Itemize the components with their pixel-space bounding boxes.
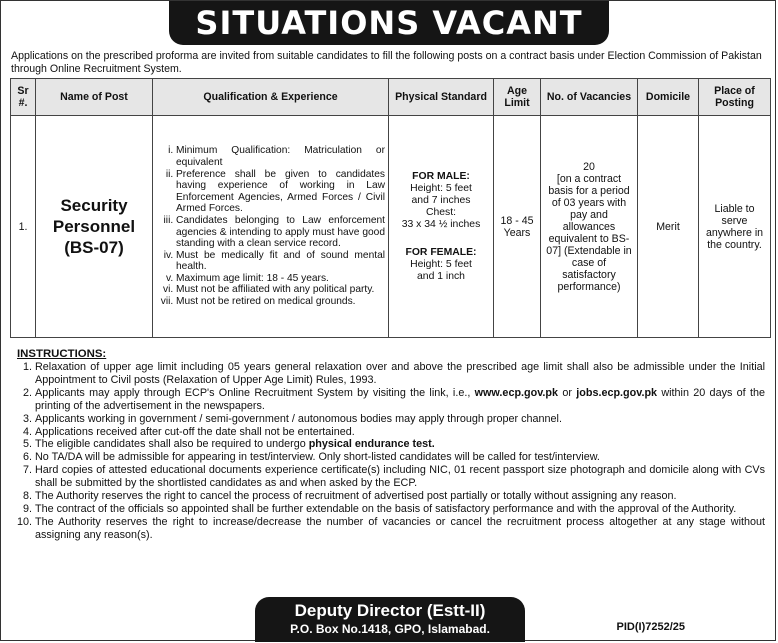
instruction-text: within 20 days of the printing of the advertisement in the newspapers. xyxy=(35,386,765,412)
header-qualification: Qualification & Experience xyxy=(153,79,389,116)
table-header-row xyxy=(11,79,771,116)
list-item: 1. Relaxation of upper age limit including 05 years general relaxation over and above the prescribed age limit shall also be admissible under the Initial Appointment to Civil posts (Relaxation of Upper Age Limit) Rules, 1993. xyxy=(35,361,765,387)
header-domicile: Domicile xyxy=(638,79,699,116)
header-sr: Sr #. xyxy=(11,79,36,116)
list-item xyxy=(35,438,765,451)
posts-table xyxy=(10,78,771,338)
list-item: vii. Must not be retired on medical grounds. xyxy=(176,296,385,308)
post-name-line3: (BS-07) xyxy=(64,238,124,257)
list-item: iii. Candidates belonging to Law enforcement agencies & intending to apply must have good standing with a clean service record. xyxy=(176,215,385,250)
cell-domicile: Merit xyxy=(638,116,699,338)
vacancies-count: 20 xyxy=(583,160,595,173)
instructions-list xyxy=(17,361,765,542)
female-label: FOR FEMALE: xyxy=(405,246,477,258)
instruction-text: or xyxy=(558,386,577,399)
instructions-title: INSTRUCTIONS: xyxy=(17,348,107,360)
cell-place: Liable to serve anywhere in the country. xyxy=(699,116,771,338)
qualification-list xyxy=(156,145,385,307)
jobs-link[interactable]: jobs.ecp.gov.pk xyxy=(576,386,658,399)
cell-age: 18 - 45 Years xyxy=(494,116,541,338)
page-title: SITUATIONS VACANT xyxy=(195,4,583,42)
list-item: 6. No TA/DA will be admissible for appearing in test/interview. Only short-listed candidates will be called for test/interview. xyxy=(35,451,765,464)
post-name-line1: Security xyxy=(60,196,128,215)
instruction-text: Applicants may apply through ECP's Online Recruitment System by visiting the link, i.e., xyxy=(35,386,475,399)
intro-text: Applications on the prescribed proforma are invited from suitable candidates to fill the following posts on a contract basis under Election Commission of Pakistan through Online Recruitment System. xyxy=(11,50,762,75)
list-item: 3. Applicants working in government / semi-government / autonomous bodies may apply through proper channel. xyxy=(35,413,765,426)
list-item: 10. The Authority reserves the right to increase/decrease the number of vacancies or cancel the recruitment process altogether at any stage without assigning any reason(s). xyxy=(35,516,765,542)
list-item: iv. Must be medically fit and of sound mental health. xyxy=(176,250,385,273)
header-post: Name of Post xyxy=(36,79,153,116)
list-item: 8. The Authority reserves the right to cancel the process of recruitment of advertised post partially or totally without assigning any reason. xyxy=(35,490,765,503)
list-item: i. Minimum Qualification: Matriculation or equivalent xyxy=(176,145,385,168)
cell-post xyxy=(36,116,153,338)
list-item: ii. Preference shall be given to candidates having experience of working in Law Enforcement Agencies, Armed Forces / Civil Armed Forces. xyxy=(176,169,385,215)
cell-sr: 1. xyxy=(11,116,36,338)
cell-qualification xyxy=(153,116,389,338)
footer-banner xyxy=(255,597,525,642)
list-item: v. Maximum age limit: 18 - 45 years. xyxy=(176,273,385,285)
cell-physical xyxy=(389,116,494,338)
header-place: Place of Posting xyxy=(699,79,771,116)
ecp-link[interactable]: www.ecp.gov.pk xyxy=(474,386,559,399)
instruction-text: The eligible candidates shall also be required to undergo xyxy=(35,438,309,451)
male-label: FOR MALE: xyxy=(412,170,470,182)
female-height: Height: 5 feet and 1 inch xyxy=(410,258,472,282)
post-name-line2: Personnel xyxy=(52,217,136,236)
signatory-title: Deputy Director (Estt-II) xyxy=(294,601,486,620)
chest-value: 33 x 34 ½ inches xyxy=(401,218,481,230)
list-item xyxy=(35,387,765,413)
list-item: 7. Hard copies of attested educational documents experience certificate(s) including NIC, 01 recent passport size photograph and domicile along with CVs shall be submitted by the shortlisted candidates as and when asked by the ECP. xyxy=(35,464,765,490)
cell-vacancies xyxy=(541,116,638,338)
header-age: Age Limit xyxy=(494,79,541,116)
title-banner xyxy=(169,1,609,45)
list-item: vi. Must not be affiliated with any political party. xyxy=(176,284,385,296)
signatory-address: P.O. Box No.1418, GPO, Islamabad. xyxy=(290,622,490,636)
male-height: Height: 5 feet and 7 inches xyxy=(410,182,472,206)
vacancies-note: [on a contract basis for a period of 03 years with pay and allowances equivalent to BS-07] (Extendable in case of satisfactory performance) xyxy=(546,172,632,293)
table-row xyxy=(11,116,771,338)
list-item: 9. The contract of the officials so appointed shall be further extendable on the basis of satisfactory performance and with the approval of the Authority. xyxy=(35,503,765,516)
chest-label: Chest: xyxy=(425,206,457,218)
header-vacancies: No. of Vacancies xyxy=(541,79,638,116)
header-physical: Physical Standard xyxy=(389,79,494,116)
instructions-section xyxy=(17,348,765,542)
list-item: 4. Applications received after cut-off the date shall not be entertained. xyxy=(35,426,765,439)
pid-number: PID(I)7252/25 xyxy=(616,621,685,633)
instruction-bold-text: physical endurance test. xyxy=(308,438,435,451)
